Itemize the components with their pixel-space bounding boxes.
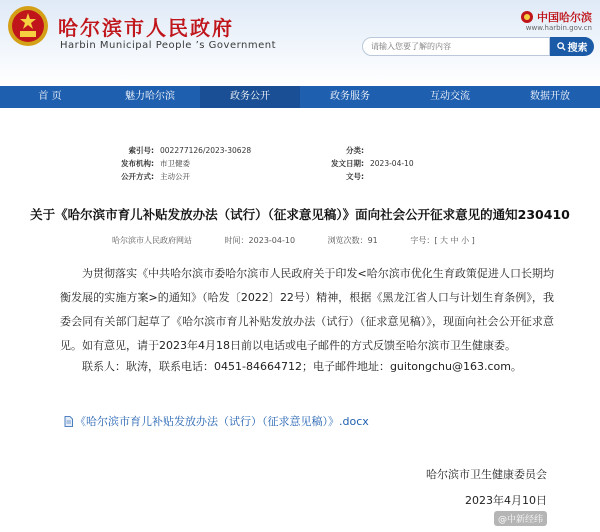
article-title: 关于《哈尔滨市育儿补贴发放办法（试行）（征求意见稿）》面向社会公开征求意见的通知230410 bbox=[30, 207, 570, 222]
attachment-link[interactable] bbox=[64, 413, 369, 429]
meta-org bbox=[98, 158, 190, 169]
article-paragraph: 为贯彻落实《中共哈尔滨市委哈尔滨市人民政府关于印发<哈尔滨市优化生育政策促进人口长期均衡发展的实施方案>的通知》（哈发〔2022〕22号）精神，根据《黑龙江省人口与计划生育条例》，我委会同有关部门起草了《哈尔滨市育儿补贴发放办法（试行）（征求意见稿）》，现面向社会公开征求意见。如有意见，请于2023年4月18日前以电话或电子邮件的方式反馈至哈尔滨市卫生健康委。 bbox=[60, 267, 554, 352]
meta-index-value: 002277126/2023-30628 bbox=[160, 146, 252, 155]
attachment-label: 《哈尔滨市育儿补贴发放办法（试行）（征求意见稿）》.docx bbox=[75, 415, 369, 428]
nav-home[interactable]: 首 页 bbox=[38, 91, 62, 102]
article-time: 时间：2023-04-10 bbox=[224, 236, 296, 245]
search-input[interactable] bbox=[362, 37, 550, 56]
meta-index-label: 索引号: bbox=[128, 146, 154, 155]
meta-mode bbox=[98, 171, 190, 182]
meta-org-value: 市卫健委 bbox=[160, 159, 190, 168]
meta-category-label: 分类: bbox=[346, 146, 364, 155]
meta-org-label: 发布机构: bbox=[121, 159, 154, 168]
meta-date-label: 发文日期: bbox=[331, 159, 364, 168]
meta-mode-value: 主动公开 bbox=[160, 172, 190, 181]
nav-gov-affairs[interactable]: 政务公开 bbox=[200, 86, 300, 108]
site-header bbox=[0, 0, 600, 86]
meta-doc-no-label: 文号: bbox=[346, 172, 364, 181]
meta-mode-label: 公开方式: bbox=[121, 172, 154, 181]
meta-index bbox=[98, 145, 251, 156]
logo-url: www.harbin.gov.cn bbox=[525, 24, 592, 32]
meta-doc-no bbox=[308, 171, 370, 182]
logo-mark-icon bbox=[520, 10, 534, 24]
signature-date: 2023年4月10日 bbox=[465, 494, 547, 507]
search-button[interactable] bbox=[550, 37, 594, 56]
site-subtitle: Harbin Municipal People ’s Government bbox=[60, 40, 277, 51]
signature-org: 哈尔滨市卫生健康委员会 bbox=[426, 468, 547, 481]
document-meta bbox=[98, 138, 506, 190]
font-size-control[interactable]: 字号：[ 大 中 小 ] bbox=[410, 236, 475, 245]
nav-charm-harbin[interactable]: 魅力哈尔滨 bbox=[125, 91, 175, 102]
nav-open-data[interactable]: 数据开放 bbox=[530, 91, 570, 102]
search-button-label: 搜索 bbox=[567, 43, 588, 54]
document-icon bbox=[64, 416, 73, 427]
article-info bbox=[112, 235, 475, 246]
watermark: @中新经纬 bbox=[494, 511, 547, 526]
meta-date bbox=[308, 158, 414, 169]
site-title: 哈尔滨市人民政府 bbox=[58, 16, 234, 40]
search-icon bbox=[557, 42, 566, 51]
meta-date-value: 2023-04-10 bbox=[370, 159, 414, 168]
logo-text: 中国哈尔滨 bbox=[537, 11, 592, 24]
meta-category bbox=[308, 145, 370, 156]
nav-interaction[interactable]: 互动交流 bbox=[430, 91, 470, 102]
nav-gov-services[interactable]: 政务服务 bbox=[330, 91, 370, 102]
article-source: 哈尔滨市人民政府网站 bbox=[112, 236, 192, 245]
main-nav bbox=[0, 86, 600, 108]
national-emblem-icon bbox=[6, 4, 50, 48]
contact-info: 联系人：耿涛，联系电话：0451-84664712；电子邮件地址：guitongchu@163.com。 bbox=[82, 360, 522, 373]
article-views: 浏览次数：91 bbox=[327, 236, 378, 245]
